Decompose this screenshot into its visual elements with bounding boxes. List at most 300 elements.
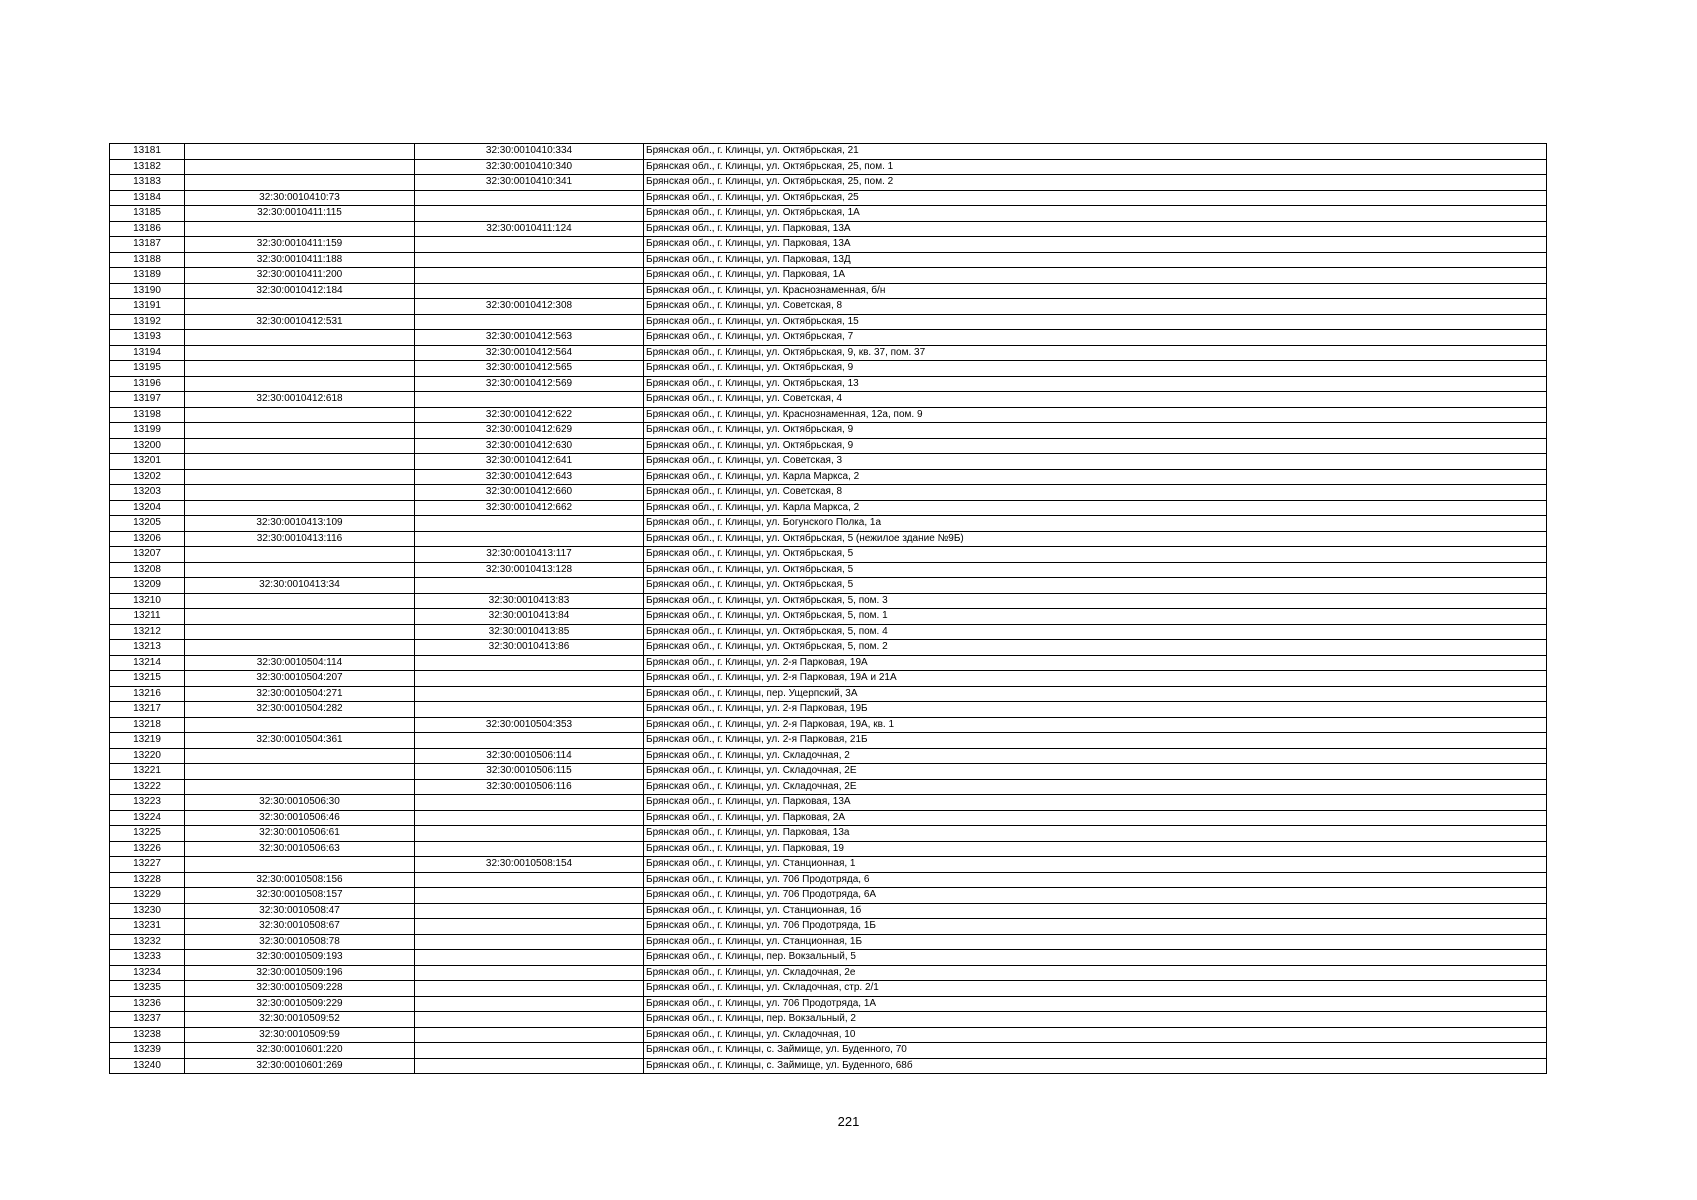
building-cadastral-number-cell: [415, 268, 644, 284]
land-cadastral-number-cell: 32:30:0010410:73: [185, 190, 415, 206]
row-number-cell: 13222: [110, 779, 185, 795]
land-cadastral-number-cell: 32:30:0010412:184: [185, 283, 415, 299]
row-number-cell: 13217: [110, 702, 185, 718]
row-number-cell: 13238: [110, 1027, 185, 1043]
address-cell: Брянская обл., г. Клинцы, ул. Складочная, 2е: [644, 965, 1547, 981]
row-number-cell: 13206: [110, 531, 185, 547]
table-row: [110, 516, 1547, 532]
building-cadastral-number-cell: [415, 314, 644, 330]
table-row: [110, 872, 1547, 888]
land-cadastral-number-cell: 32:30:0010504:361: [185, 733, 415, 749]
table-row: [110, 190, 1547, 206]
address-cell: Брянская обл., г. Клинцы, ул. Октябрьская, 9: [644, 361, 1547, 377]
table-row: [110, 950, 1547, 966]
table-row: [110, 237, 1547, 253]
address-cell: Брянская обл., г. Клинцы, ул. Советская, 4: [644, 392, 1547, 408]
land-cadastral-number-cell: [185, 500, 415, 516]
building-cadastral-number-cell: [415, 841, 644, 857]
address-cell: Брянская обл., г. Клинцы, ул. Краснознаменная, б/н: [644, 283, 1547, 299]
address-cell: Брянская обл., г. Клинцы, ул. 2-я Парковая, 19А: [644, 655, 1547, 671]
table-row: [110, 500, 1547, 516]
address-cell: Брянская обл., г. Клинцы, ул. Октябрьская, 15: [644, 314, 1547, 330]
building-cadastral-number-cell: [415, 810, 644, 826]
building-cadastral-number-cell: [415, 252, 644, 268]
land-cadastral-number-cell: 32:30:0010509:59: [185, 1027, 415, 1043]
land-cadastral-number-cell: 32:30:0010506:63: [185, 841, 415, 857]
land-cadastral-number-cell: 32:30:0010411:188: [185, 252, 415, 268]
land-cadastral-number-cell: [185, 423, 415, 439]
table-row: [110, 1027, 1547, 1043]
table-row: [110, 454, 1547, 470]
address-cell: Брянская обл., г. Клинцы, пер. Вокзальный, 5: [644, 950, 1547, 966]
row-number-cell: 13203: [110, 485, 185, 501]
building-cadastral-number-cell: [415, 795, 644, 811]
land-cadastral-number-cell: 32:30:0010413:34: [185, 578, 415, 594]
building-cadastral-number-cell: [415, 981, 644, 997]
land-cadastral-number-cell: [185, 330, 415, 346]
address-cell: Брянская обл., г. Клинцы, ул. 2-я Парковая, 19А и 21А: [644, 671, 1547, 687]
address-cell: Брянская обл., г. Клинцы, ул. Октябрьская, 13: [644, 376, 1547, 392]
building-cadastral-number-cell: [415, 686, 644, 702]
row-number-cell: 13216: [110, 686, 185, 702]
land-cadastral-number-cell: 32:30:0010508:157: [185, 888, 415, 904]
land-cadastral-number-cell: [185, 407, 415, 423]
row-number-cell: 13235: [110, 981, 185, 997]
building-cadastral-number-cell: 32:30:0010412:569: [415, 376, 644, 392]
address-cell: Брянская обл., г. Клинцы, ул. Складочная, 2: [644, 748, 1547, 764]
table-row: [110, 361, 1547, 377]
address-cell: Брянская обл., г. Клинцы, ул. Складочная, 10: [644, 1027, 1547, 1043]
row-number-cell: 13186: [110, 221, 185, 237]
address-cell: Брянская обл., г. Клинцы, ул. 706 Продотряда, 1А: [644, 996, 1547, 1012]
building-cadastral-number-cell: 32:30:0010411:124: [415, 221, 644, 237]
table-row: [110, 733, 1547, 749]
building-cadastral-number-cell: [415, 190, 644, 206]
land-cadastral-number-cell: [185, 779, 415, 795]
table-row: [110, 996, 1547, 1012]
row-number-cell: 13210: [110, 593, 185, 609]
building-cadastral-number-cell: [415, 996, 644, 1012]
address-cell: Брянская обл., г. Клинцы, ул. Октябрьская, 5, пом. 2: [644, 640, 1547, 656]
row-number-cell: 13229: [110, 888, 185, 904]
table-row: [110, 903, 1547, 919]
table-row: [110, 283, 1547, 299]
row-number-cell: 13201: [110, 454, 185, 470]
address-cell: Брянская обл., г. Клинцы, ул. Октябрьская, 7: [644, 330, 1547, 346]
address-cell: Брянская обл., г. Клинцы, ул. Советская, 8: [644, 299, 1547, 315]
row-number-cell: 13188: [110, 252, 185, 268]
row-number-cell: 13190: [110, 283, 185, 299]
building-cadastral-number-cell: [415, 872, 644, 888]
building-cadastral-number-cell: [415, 702, 644, 718]
page-number: 221: [837, 1114, 860, 1129]
table-row: [110, 423, 1547, 439]
table-row: [110, 438, 1547, 454]
row-number-cell: 13233: [110, 950, 185, 966]
building-cadastral-number-cell: 32:30:0010412:308: [415, 299, 644, 315]
table-row: [110, 965, 1547, 981]
land-cadastral-number-cell: [185, 299, 415, 315]
building-cadastral-number-cell: [415, 919, 644, 935]
land-cadastral-number-cell: 32:30:0010508:78: [185, 934, 415, 950]
table-row: [110, 748, 1547, 764]
land-cadastral-number-cell: 32:30:0010504:282: [185, 702, 415, 718]
address-cell: Брянская обл., г. Клинцы, пер. Вокзальный, 2: [644, 1012, 1547, 1028]
address-cell: Брянская обл., г. Клинцы, ул. Октябрьская, 9, кв. 37, пом. 37: [644, 345, 1547, 361]
address-cell: Брянская обл., г. Клинцы, ул. 706 Продотряда, 6А: [644, 888, 1547, 904]
land-cadastral-number-cell: 32:30:0010411:200: [185, 268, 415, 284]
row-number-cell: 13239: [110, 1043, 185, 1059]
table-row: [110, 609, 1547, 625]
land-cadastral-number-cell: [185, 345, 415, 361]
row-number-cell: 13196: [110, 376, 185, 392]
address-cell: Брянская обл., г. Клинцы, ул. Октябрьская, 5, пом. 4: [644, 624, 1547, 640]
address-cell: Брянская обл., г. Клинцы, ул. Парковая, 13А: [644, 237, 1547, 253]
address-cell: Брянская обл., г. Клинцы, ул. Октябрьская, 9: [644, 423, 1547, 439]
building-cadastral-number-cell: 32:30:0010413:128: [415, 562, 644, 578]
table-row: [110, 175, 1547, 191]
address-cell: Брянская обл., г. Клинцы, с. Займище, ул. Буденного, 68б: [644, 1058, 1547, 1074]
address-cell: Брянская обл., г. Клинцы, ул. Складочная, 2Е: [644, 764, 1547, 780]
table-row: [110, 206, 1547, 222]
address-cell: Брянская обл., г. Клинцы, ул. Богунского Полка, 1а: [644, 516, 1547, 532]
row-number-cell: 13202: [110, 469, 185, 485]
row-number-cell: 13205: [110, 516, 185, 532]
land-cadastral-number-cell: [185, 469, 415, 485]
registry-table: [109, 143, 1547, 1074]
address-cell: Брянская обл., г. Клинцы, ул. Карла Маркса, 2: [644, 500, 1547, 516]
building-cadastral-number-cell: [415, 671, 644, 687]
land-cadastral-number-cell: [185, 159, 415, 175]
table-row: [110, 299, 1547, 315]
land-cadastral-number-cell: 32:30:0010504:271: [185, 686, 415, 702]
table-row: [110, 593, 1547, 609]
land-cadastral-number-cell: 32:30:0010411:159: [185, 237, 415, 253]
address-cell: Брянская обл., г. Клинцы, ул. Октябрьская, 9: [644, 438, 1547, 454]
building-cadastral-number-cell: 32:30:0010412:564: [415, 345, 644, 361]
building-cadastral-number-cell: 32:30:0010413:83: [415, 593, 644, 609]
row-number-cell: 13224: [110, 810, 185, 826]
building-cadastral-number-cell: 32:30:0010412:630: [415, 438, 644, 454]
address-cell: Брянская обл., г. Клинцы, пер. Ущерпский, 3А: [644, 686, 1547, 702]
row-number-cell: 13200: [110, 438, 185, 454]
land-cadastral-number-cell: [185, 562, 415, 578]
row-number-cell: 13195: [110, 361, 185, 377]
land-cadastral-number-cell: [185, 748, 415, 764]
table-row: [110, 888, 1547, 904]
row-number-cell: 13191: [110, 299, 185, 315]
land-cadastral-number-cell: [185, 485, 415, 501]
land-cadastral-number-cell: 32:30:0010506:30: [185, 795, 415, 811]
row-number-cell: 13182: [110, 159, 185, 175]
building-cadastral-number-cell: 32:30:0010506:115: [415, 764, 644, 780]
land-cadastral-number-cell: [185, 593, 415, 609]
table-row: [110, 392, 1547, 408]
address-cell: Брянская обл., г. Клинцы, ул. Октябрьская, 5 (нежилое здание №9Б): [644, 531, 1547, 547]
building-cadastral-number-cell: [415, 531, 644, 547]
address-cell: Брянская обл., г. Клинцы, ул. Станционная, 1б: [644, 903, 1547, 919]
table-row: [110, 702, 1547, 718]
table-row: [110, 314, 1547, 330]
land-cadastral-number-cell: 32:30:0010509:193: [185, 950, 415, 966]
table-row: [110, 810, 1547, 826]
land-cadastral-number-cell: [185, 221, 415, 237]
row-number-cell: 13236: [110, 996, 185, 1012]
row-number-cell: 13228: [110, 872, 185, 888]
address-cell: Брянская обл., г. Клинцы, ул. 2-я Парковая, 19А, кв. 1: [644, 717, 1547, 733]
land-cadastral-number-cell: 32:30:0010413:109: [185, 516, 415, 532]
land-cadastral-number-cell: 32:30:0010601:269: [185, 1058, 415, 1074]
building-cadastral-number-cell: 32:30:0010413:86: [415, 640, 644, 656]
address-cell: Брянская обл., г. Клинцы, ул. Октябрьская, 5: [644, 547, 1547, 563]
table-row: [110, 717, 1547, 733]
building-cadastral-number-cell: [415, 1027, 644, 1043]
land-cadastral-number-cell: 32:30:0010509:229: [185, 996, 415, 1012]
table-row: [110, 640, 1547, 656]
row-number-cell: 13237: [110, 1012, 185, 1028]
table-row: [110, 826, 1547, 842]
row-number-cell: 13214: [110, 655, 185, 671]
address-cell: Брянская обл., г. Клинцы, ул. 2-я Парковая, 21Б: [644, 733, 1547, 749]
address-cell: Брянская обл., г. Клинцы, ул. Октябрьская, 5, пом. 3: [644, 593, 1547, 609]
building-cadastral-number-cell: [415, 206, 644, 222]
land-cadastral-number-cell: 32:30:0010508:47: [185, 903, 415, 919]
address-cell: Брянская обл., г. Клинцы, ул. Парковая, 1А: [644, 268, 1547, 284]
land-cadastral-number-cell: 32:30:0010413:116: [185, 531, 415, 547]
building-cadastral-number-cell: 32:30:0010410:341: [415, 175, 644, 191]
land-cadastral-number-cell: 32:30:0010509:196: [185, 965, 415, 981]
land-cadastral-number-cell: [185, 376, 415, 392]
table-row: [110, 221, 1547, 237]
address-cell: Брянская обл., г. Клинцы, ул. Складочная, стр. 2/1: [644, 981, 1547, 997]
address-cell: Брянская обл., г. Клинцы, ул. Парковая, 2А: [644, 810, 1547, 826]
row-number-cell: 13232: [110, 934, 185, 950]
row-number-cell: 13194: [110, 345, 185, 361]
building-cadastral-number-cell: [415, 934, 644, 950]
row-number-cell: 13225: [110, 826, 185, 842]
address-cell: Брянская обл., г. Клинцы, ул. Парковая, 13а: [644, 826, 1547, 842]
land-cadastral-number-cell: [185, 361, 415, 377]
row-number-cell: 13219: [110, 733, 185, 749]
land-cadastral-number-cell: 32:30:0010504:207: [185, 671, 415, 687]
building-cadastral-number-cell: [415, 237, 644, 253]
address-cell: Брянская обл., г. Клинцы, ул. Парковая, 13Д: [644, 252, 1547, 268]
table-row: [110, 1058, 1547, 1074]
address-cell: Брянская обл., г. Клинцы, ул. Складочная, 2Е: [644, 779, 1547, 795]
land-cadastral-number-cell: 32:30:0010508:67: [185, 919, 415, 935]
land-cadastral-number-cell: 32:30:0010509:52: [185, 1012, 415, 1028]
building-cadastral-number-cell: 32:30:0010504:353: [415, 717, 644, 733]
building-cadastral-number-cell: [415, 655, 644, 671]
row-number-cell: 13223: [110, 795, 185, 811]
address-cell: Брянская обл., г. Клинцы, ул. Парковая, 19: [644, 841, 1547, 857]
building-cadastral-number-cell: 32:30:0010412:643: [415, 469, 644, 485]
table-row: [110, 531, 1547, 547]
row-number-cell: 13192: [110, 314, 185, 330]
table-row: [110, 686, 1547, 702]
table-row: [110, 469, 1547, 485]
table-row: [110, 919, 1547, 935]
table-row: [110, 779, 1547, 795]
row-number-cell: 13211: [110, 609, 185, 625]
building-cadastral-number-cell: 32:30:0010412:641: [415, 454, 644, 470]
row-number-cell: 13215: [110, 671, 185, 687]
building-cadastral-number-cell: [415, 733, 644, 749]
row-number-cell: 13230: [110, 903, 185, 919]
address-cell: Брянская обл., г. Клинцы, ул. 706 Продотряда, 1Б: [644, 919, 1547, 935]
address-cell: Брянская обл., г. Клинцы, ул. Октябрьская, 1А: [644, 206, 1547, 222]
row-number-cell: 13209: [110, 578, 185, 594]
building-cadastral-number-cell: [415, 965, 644, 981]
address-cell: Брянская обл., г. Клинцы, ул. Октябрьская, 25, пом. 2: [644, 175, 1547, 191]
table-row: [110, 407, 1547, 423]
row-number-cell: 13221: [110, 764, 185, 780]
row-number-cell: 13208: [110, 562, 185, 578]
table-row: [110, 144, 1547, 160]
row-number-cell: 13204: [110, 500, 185, 516]
land-cadastral-number-cell: 32:30:0010508:156: [185, 872, 415, 888]
building-cadastral-number-cell: [415, 1058, 644, 1074]
row-number-cell: 13189: [110, 268, 185, 284]
land-cadastral-number-cell: [185, 640, 415, 656]
table-row: [110, 981, 1547, 997]
land-cadastral-number-cell: 32:30:0010504:114: [185, 655, 415, 671]
building-cadastral-number-cell: 32:30:0010412:660: [415, 485, 644, 501]
table-row: [110, 857, 1547, 873]
address-cell: Брянская обл., г. Клинцы, ул. Октябрьская, 5, пом. 1: [644, 609, 1547, 625]
row-number-cell: 13207: [110, 547, 185, 563]
land-cadastral-number-cell: [185, 547, 415, 563]
row-number-cell: 13197: [110, 392, 185, 408]
table-row: [110, 159, 1547, 175]
land-cadastral-number-cell: 32:30:0010509:228: [185, 981, 415, 997]
building-cadastral-number-cell: [415, 392, 644, 408]
row-number-cell: 13184: [110, 190, 185, 206]
row-number-cell: 13187: [110, 237, 185, 253]
building-cadastral-number-cell: 32:30:0010506:114: [415, 748, 644, 764]
table-row: [110, 376, 1547, 392]
table-row: [110, 268, 1547, 284]
table-row: [110, 330, 1547, 346]
address-cell: Брянская обл., г. Клинцы, ул. 2-я Парковая, 19Б: [644, 702, 1547, 718]
building-cadastral-number-cell: 32:30:0010413:84: [415, 609, 644, 625]
building-cadastral-number-cell: [415, 1012, 644, 1028]
row-number-cell: 13218: [110, 717, 185, 733]
land-cadastral-number-cell: 32:30:0010601:220: [185, 1043, 415, 1059]
land-cadastral-number-cell: [185, 717, 415, 733]
building-cadastral-number-cell: [415, 903, 644, 919]
address-cell: Брянская обл., г. Клинцы, ул. Краснознаменная, 12а, пом. 9: [644, 407, 1547, 423]
building-cadastral-number-cell: 32:30:0010412:563: [415, 330, 644, 346]
building-cadastral-number-cell: 32:30:0010506:116: [415, 779, 644, 795]
building-cadastral-number-cell: [415, 578, 644, 594]
address-cell: Брянская обл., г. Клинцы, ул. Карла Маркса, 2: [644, 469, 1547, 485]
table-row: [110, 345, 1547, 361]
land-cadastral-number-cell: [185, 175, 415, 191]
address-cell: Брянская обл., г. Клинцы, ул. Октябрьская, 25, пом. 1: [644, 159, 1547, 175]
table-row: [110, 655, 1547, 671]
row-number-cell: 13212: [110, 624, 185, 640]
table-row: [110, 764, 1547, 780]
table-row: [110, 1012, 1547, 1028]
building-cadastral-number-cell: [415, 950, 644, 966]
address-cell: Брянская обл., г. Клинцы, ул. Парковая, 13А: [644, 221, 1547, 237]
building-cadastral-number-cell: [415, 826, 644, 842]
row-number-cell: 13213: [110, 640, 185, 656]
row-number-cell: 13234: [110, 965, 185, 981]
address-cell: Брянская обл., г. Клинцы, ул. Октябрьская, 5: [644, 562, 1547, 578]
address-cell: Брянская обл., г. Клинцы, ул. Октябрьская, 25: [644, 190, 1547, 206]
address-cell: Брянская обл., г. Клинцы, ул. Станционная, 1Б: [644, 934, 1547, 950]
row-number-cell: 13240: [110, 1058, 185, 1074]
land-cadastral-number-cell: [185, 438, 415, 454]
building-cadastral-number-cell: [415, 516, 644, 532]
registry-table-body: [110, 144, 1547, 1074]
land-cadastral-number-cell: 32:30:0010412:618: [185, 392, 415, 408]
address-cell: Брянская обл., г. Клинцы, ул. 706 Продотряда, 6: [644, 872, 1547, 888]
row-number-cell: 13185: [110, 206, 185, 222]
address-cell: Брянская обл., г. Клинцы, ул. Советская, 3: [644, 454, 1547, 470]
row-number-cell: 13227: [110, 857, 185, 873]
building-cadastral-number-cell: [415, 888, 644, 904]
row-number-cell: 13198: [110, 407, 185, 423]
address-cell: Брянская обл., г. Клинцы, ул. Октябрьская, 5: [644, 578, 1547, 594]
land-cadastral-number-cell: [185, 764, 415, 780]
row-number-cell: 13181: [110, 144, 185, 160]
table-row: [110, 671, 1547, 687]
row-number-cell: 13231: [110, 919, 185, 935]
table-row: [110, 934, 1547, 950]
table-row: [110, 841, 1547, 857]
table-row: [110, 562, 1547, 578]
building-cadastral-number-cell: 32:30:0010410:334: [415, 144, 644, 160]
land-cadastral-number-cell: 32:30:0010412:531: [185, 314, 415, 330]
land-cadastral-number-cell: 32:30:0010411:115: [185, 206, 415, 222]
land-cadastral-number-cell: 32:30:0010506:61: [185, 826, 415, 842]
row-number-cell: 13193: [110, 330, 185, 346]
table-row: [110, 252, 1547, 268]
building-cadastral-number-cell: [415, 283, 644, 299]
building-cadastral-number-cell: 32:30:0010508:154: [415, 857, 644, 873]
building-cadastral-number-cell: 32:30:0010410:340: [415, 159, 644, 175]
row-number-cell: 13226: [110, 841, 185, 857]
table-row: [110, 485, 1547, 501]
row-number-cell: 13183: [110, 175, 185, 191]
row-number-cell: 13220: [110, 748, 185, 764]
address-cell: Брянская обл., г. Клинцы, ул. Советская, 8: [644, 485, 1547, 501]
building-cadastral-number-cell: 32:30:0010412:629: [415, 423, 644, 439]
land-cadastral-number-cell: [185, 454, 415, 470]
table-row: [110, 578, 1547, 594]
address-cell: Брянская обл., г. Клинцы, с. Займище, ул. Буденного, 70: [644, 1043, 1547, 1059]
building-cadastral-number-cell: [415, 1043, 644, 1059]
land-cadastral-number-cell: [185, 144, 415, 160]
table-row: [110, 795, 1547, 811]
building-cadastral-number-cell: 32:30:0010412:622: [415, 407, 644, 423]
building-cadastral-number-cell: 32:30:0010413:117: [415, 547, 644, 563]
land-cadastral-number-cell: [185, 609, 415, 625]
row-number-cell: 13199: [110, 423, 185, 439]
address-cell: Брянская обл., г. Клинцы, ул. Станционная, 1: [644, 857, 1547, 873]
land-cadastral-number-cell: [185, 857, 415, 873]
table-row: [110, 547, 1547, 563]
address-cell: Брянская обл., г. Клинцы, ул. Парковая, 13А: [644, 795, 1547, 811]
land-cadastral-number-cell: [185, 624, 415, 640]
building-cadastral-number-cell: 32:30:0010412:565: [415, 361, 644, 377]
building-cadastral-number-cell: 32:30:0010413:85: [415, 624, 644, 640]
table-row: [110, 1043, 1547, 1059]
address-cell: Брянская обл., г. Клинцы, ул. Октябрьская, 21: [644, 144, 1547, 160]
